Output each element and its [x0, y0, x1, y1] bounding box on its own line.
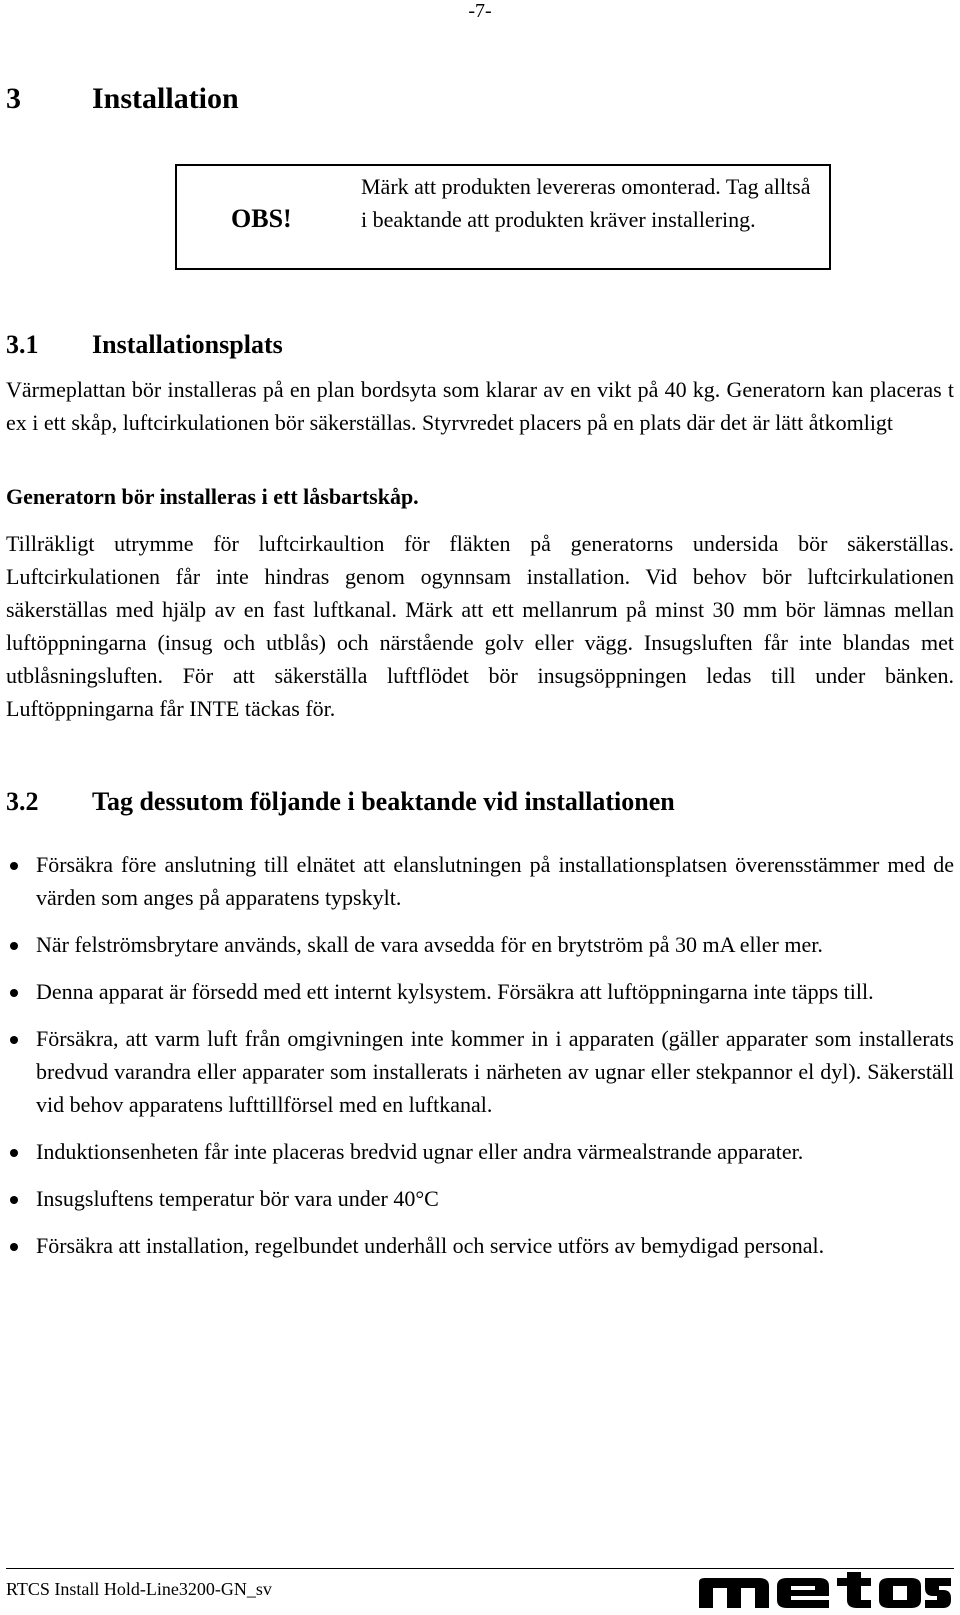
footer-document-id: RTCS Install Hold-Line3200-GN_sv [6, 1579, 272, 1599]
subsection-heading-considerations [6, 785, 675, 819]
list-item-text: Försäkra att installation, regelbundet underhåll och service utförs av bemydigad personal. [36, 1233, 825, 1258]
bullet-icon [10, 1243, 18, 1251]
paragraph-placement: Värmeplattan bör installeras på en plan bordsyta som klarar av en vikt på 40 kg. Generatorn kan placeras t ex i ett skåp, luftcirkulationen bör säkerställas. Styrvredet placers på en plats där det är lätt åtkomligt [6, 377, 954, 435]
subsection-title: Tag dessutom följande i beaktande vid installationen [92, 787, 675, 816]
bullet-icon [10, 862, 18, 870]
section-number: 3 [6, 82, 21, 115]
list-item-text: Försäkra före anslutning till elnätet att elanslutningen på installationsplatsen överensstämmer med de värden som anges på apparatens typskylt. [36, 852, 954, 910]
notice-label: OBS! [231, 204, 292, 233]
list-item [6, 1229, 954, 1262]
list-item-text: När felströmsbrytare används, skall de vara avsedda för en brytström på 30 mA eller mer. [36, 932, 823, 957]
list-item-text: Induktionsenheten får inte placeras bredvid ugnar eller andra värmealstrande apparater. [36, 1139, 804, 1164]
section-title: Installation [92, 82, 239, 115]
considerations-list [6, 848, 954, 1276]
list-item [6, 1022, 954, 1121]
subsection-number: 3.1 [6, 330, 39, 359]
page-number: -7- [468, 0, 492, 22]
list-item-text: Försäkra, att varm luft från omgivningen inte kommer in i apparaten (gäller apparater som installerats bredvud varandra eller apparater som installerats i närheten av ugnar eller stekpannor el dyl). Säkerställ vid behov apparatens lufttillförsel med en luftkanal. [36, 1026, 954, 1117]
metos-logo-icon [697, 1572, 954, 1610]
subsection-heading-installationsplats [6, 328, 283, 362]
list-item [6, 1182, 954, 1215]
notice-box [175, 164, 831, 270]
bullet-icon [10, 1036, 18, 1044]
subsection-title: Installationsplats [92, 330, 283, 359]
subsection-number: 3.2 [6, 787, 39, 816]
bullet-icon [10, 942, 18, 950]
list-item [6, 975, 954, 1008]
bullet-icon [10, 989, 18, 997]
paragraph-air-circulation: Tillräkligt utrymme för luftcirkaultion för fläkten på generatorns undersida bör säkerställas. Luftcirkulationen får inte hindras genom ogynnsam installation. Vid behov bör luftcirkulationen säkerställas med hjälp av en fast luftkanal. Märk att ett mellanrum på minst 30 mm bör lämnas mellan luftöppningarna (insug och utblås) och närstående golv eller vägg. Insugsluften får inte blandas met utblåsningsluften. För att säkerställa luftflödet bör insugsöppningen ledas till under bänken. Luftöppningarna får INTE täckas för. [6, 531, 954, 721]
bold-note: Generatorn bör installeras i ett låsbartskåp. [6, 484, 419, 509]
list-item [6, 1135, 954, 1168]
list-item [6, 848, 954, 914]
notice-text: Märk att produkten levereras omonterad. Tag alltså i beaktande att produkten kräver installering. [361, 174, 811, 232]
bullet-icon [10, 1196, 18, 1204]
list-item-text: Denna apparat är försedd med ett internt kylsystem. Försäkra att luftöppningarna inte täpps till. [36, 979, 874, 1004]
footer-divider [6, 1568, 954, 1569]
bullet-icon [10, 1149, 18, 1157]
list-item [6, 928, 954, 961]
list-item-text: Insugsluftens temperatur bör vara under 40°C [36, 1186, 439, 1211]
section-heading [6, 80, 239, 118]
